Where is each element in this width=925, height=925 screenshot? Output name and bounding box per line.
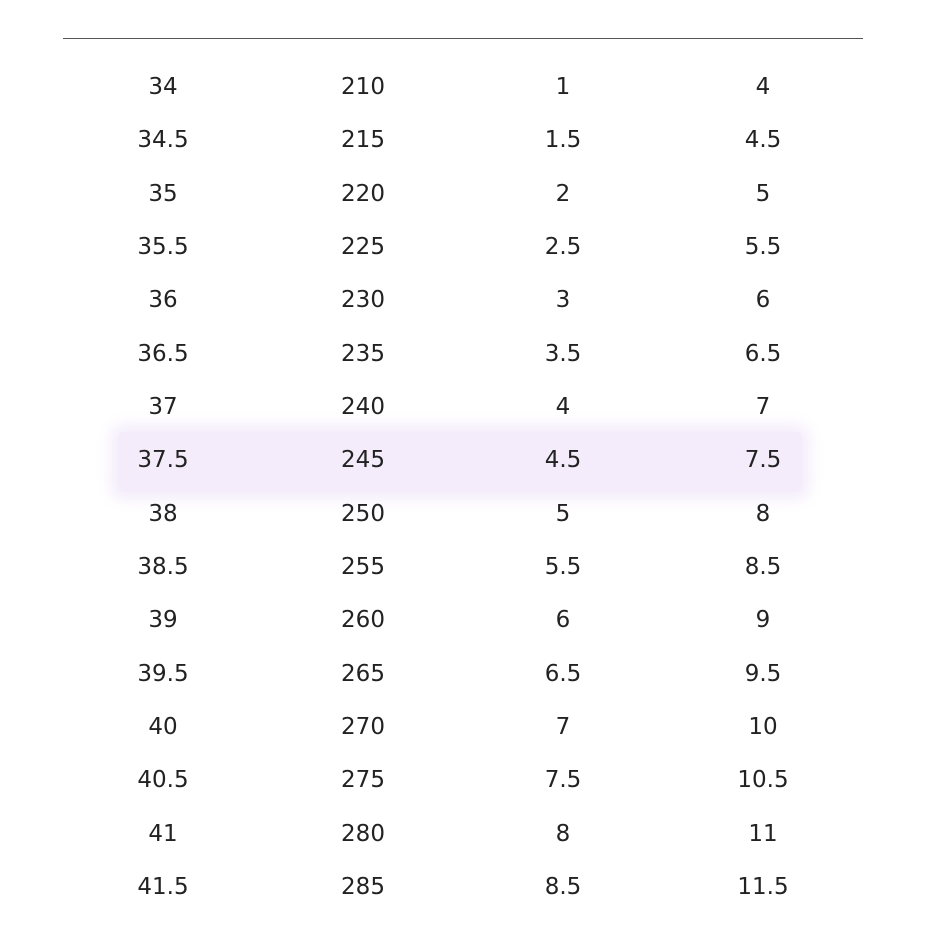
table-cell: 6.5 (544, 660, 582, 687)
table-cell: 34.5 (137, 127, 189, 154)
table-cell: 270 (341, 713, 385, 740)
table-cell: 11 (748, 820, 778, 847)
table-cell: 6.5 (744, 340, 782, 367)
table-cell: 8.5 (744, 553, 782, 580)
table-row (0, 765, 925, 795)
table-cell: 4 (555, 393, 571, 420)
table-cell: 11.5 (737, 873, 789, 900)
table-cell: 39.5 (137, 660, 189, 687)
table-cell: 285 (341, 873, 385, 900)
table-row (0, 339, 925, 369)
table-cell: 41 (148, 820, 178, 847)
table-cell: 4.5 (744, 127, 782, 154)
table-cell: 2 (555, 180, 571, 207)
table-cell: 265 (341, 660, 385, 687)
table-cell: 37 (148, 393, 178, 420)
table-cell: 5 (755, 180, 771, 207)
table-cell: 39 (148, 607, 178, 634)
table-cell: 7 (555, 713, 571, 740)
table-row (0, 819, 925, 849)
table-cell: 36 (148, 287, 178, 314)
table-cell: 8.5 (544, 873, 582, 900)
table-cell: 8 (755, 500, 771, 527)
table-cell: 5 (555, 500, 571, 527)
table-row (0, 872, 925, 902)
table-row (0, 499, 925, 529)
table-cell: 37.5 (137, 447, 189, 474)
table-cell: 6 (555, 607, 571, 634)
table-cell: 6 (755, 287, 771, 314)
table-row (0, 72, 925, 102)
table-row (0, 552, 925, 582)
table-cell: 3 (555, 287, 571, 314)
table-cell: 9.5 (744, 660, 782, 687)
table-header-row (0, 0, 925, 14)
table-cell: 280 (341, 820, 385, 847)
table-row (0, 659, 925, 689)
table-cell: 235 (341, 340, 385, 367)
table-cell: 10.5 (737, 767, 789, 794)
table-cell: 240 (341, 393, 385, 420)
table-row (0, 712, 925, 742)
table-cell: 5.5 (744, 233, 782, 260)
table-row (0, 179, 925, 209)
table-cell: 7.5 (744, 447, 782, 474)
table-cell: 4 (755, 74, 771, 100)
table-cell: 38.5 (137, 553, 189, 580)
table-cell: 34 (148, 74, 178, 100)
table-cell: 40.5 (137, 767, 189, 794)
table-cell: 230 (341, 287, 385, 314)
table-cell: 8 (555, 820, 571, 847)
table-cell: 1 (555, 74, 571, 100)
table-cell: 260 (341, 607, 385, 634)
table-cell: 250 (341, 500, 385, 527)
table-cell: 245 (341, 447, 385, 474)
table-cell: 220 (341, 180, 385, 207)
table-row (0, 285, 925, 315)
table-cell: 2.5 (544, 233, 582, 260)
header-divider (63, 38, 863, 39)
table-cell: 5.5 (544, 553, 582, 580)
table-row (0, 605, 925, 635)
table-row (0, 232, 925, 262)
table-cell: 7 (755, 393, 771, 420)
table-cell: 40 (148, 713, 178, 740)
table-cell: 210 (341, 74, 385, 100)
table-cell: 1.5 (544, 127, 582, 154)
table-cell: 41.5 (137, 873, 189, 900)
table-cell: 4.5 (544, 447, 582, 474)
table-cell: 275 (341, 767, 385, 794)
table-row-highlighted (0, 445, 925, 475)
table-cell: 36.5 (137, 340, 189, 367)
table-cell: 10 (748, 713, 778, 740)
table-cell: 255 (341, 553, 385, 580)
table-cell: 35.5 (137, 233, 189, 260)
table-row (0, 125, 925, 155)
table-cell: 9 (755, 607, 771, 634)
table-cell: 7.5 (544, 767, 582, 794)
table-cell: 38 (148, 500, 178, 527)
table-cell: 35 (148, 180, 178, 207)
table-cell: 215 (341, 127, 385, 154)
table-row (0, 392, 925, 422)
table-cell: 3.5 (544, 340, 582, 367)
table-cell: 225 (341, 233, 385, 260)
